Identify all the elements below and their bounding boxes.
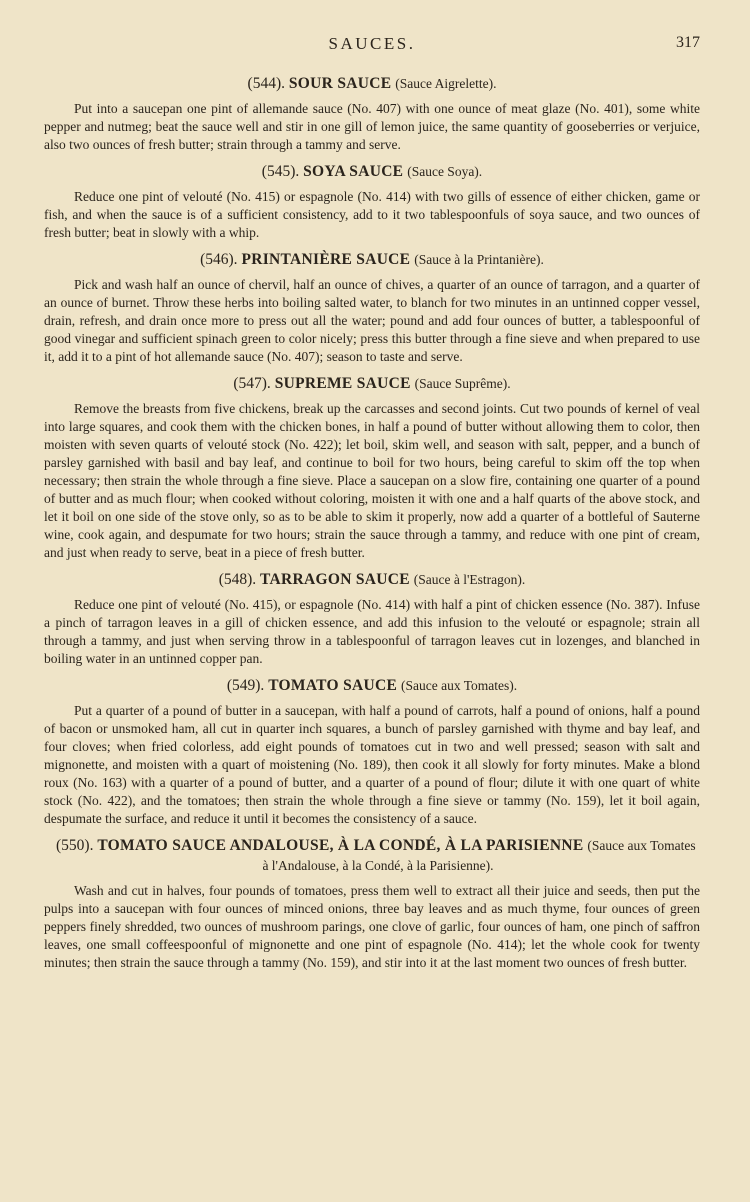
- recipe-heading-547: [44, 374, 700, 394]
- running-head: [44, 30, 700, 60]
- recipe-body-546: Pick and wash half an ounce of chervil, half an ounce of chives, a quarter of an ounce of tarragon, and a quarter of an ounce of burnet. Throw these herbs into boiling salted water, to blanch for two minutes in an untinned copper vessel, drain, refresh, and drain once more to press out all the water; pound and add four ounces of butter, a tablespoonful of good vinegar and sufficient spinach green to color nicely; press this butter through a fine sieve and when prepared to use it, add it to a pint of hot allemande sauce (No. 407); season to taste and serve.: [44, 277, 700, 364]
- recipe-heading-546: [44, 250, 700, 270]
- recipe-name: TOMATO SAUCE: [268, 677, 398, 694]
- recipe-body-547: Remove the breasts from five chickens, break up the carcasses and second joints. Cut two pounds of kernel of veal into large squares, and cook them with the chicken bones, in half a pound of butter without allowing them to color, then moisten with seven quarts of velouté stock (No. 422); let boil, skim well, and season with salt, pepper, and a bunch of parsley garnished with basil and bay leaf, and continue to boil for two hours, being careful to skim off the top when necessary; then strain the whole through a fine sieve. Place a saucepan on a slow fire, containing one quarter of a pound of butter and as much flour; when cooked without coloring, moisten it with one and a half quarts of the above stock, and let it boil on one side of the stove only, so as to be able to skim it properly, now add a quarter of a bottleful of Sauterne wine, cook again, and despumate for two hours; strain the sauce through a tammy, and reduce with one pint of cream, and just when ready to serve, beat in a piece of fresh butter.: [44, 401, 700, 560]
- recipe-subtitle: (Sauce Suprême).: [414, 376, 511, 391]
- recipe-body-548: Reduce one pint of velouté (No. 415), or espagnole (No. 414) with half a pint of chicken essence (No. 387). Infuse a pinch of tarragon leaves in a gill of chicken essence, and add this infusion to the velouté or espagnole; strain all through a tammy, and just when serving throw in a tablespoonful of tarragon leaves cut in lozenges, and blanched in boiling water in an untinned copper pan.: [44, 597, 700, 666]
- recipe-subtitle: (Sauce aux Tomates: [587, 838, 696, 853]
- recipe-subtitle: (Sauce Aigrelette).: [395, 76, 497, 91]
- recipe-heading-548: [44, 570, 700, 590]
- recipe-name: PRINTANIÈRE SAUCE: [241, 251, 411, 268]
- recipe-subtitle: (Sauce à la Printanière).: [414, 252, 544, 267]
- recipe-name: TARRAGON SAUCE: [260, 571, 410, 588]
- running-title: SAUCES.: [328, 34, 416, 53]
- recipe-subtitle: (Sauce Soya).: [407, 164, 483, 179]
- recipe-subtitle-continued: à l'Andalouse, à la Condé, à la Parisienne).: [262, 858, 494, 873]
- recipe-body-549: Put a quarter of a pound of butter in a saucepan, with half a pound of carrots, half a pound of onions, half a pound of bacon or unsmoked ham, all cut in quarter inch squares, a bunch of parsley garnished with thyme and bay leaf, and four cloves; when fried colorless, add eight pounds of tomatoes cut in two and well pressed; season with salt and mignonette, and moisten with a quart of moistening (No. 189), then cook it all slowly for forty minutes. Make a blond roux (No. 163) with a quarter of a pound of butter, and a quarter of a pound of flour; dilute it with one quart of white stock (No. 422), and the tomatoes; then strain the whole through a fine sieve or tammy (No. 159), let it boil again, despumate the surface, and reduce it until it becomes the consistency of a sauce.: [44, 703, 700, 826]
- recipe-name: SUPREME SAUCE: [274, 375, 411, 392]
- recipe-body-545: Reduce one pint of velouté (No. 415) or espagnole (No. 414) with two gills of essence of either chicken, game or fish, and when the sauce is of a sufficient consistency, add to it two tablespoonfuls of soya sauce, and two ounces of fresh butter; beat in slowly with a whip.: [44, 189, 700, 240]
- recipe-body-544: Put into a saucepan one pint of allemande sauce (No. 407) with one ounce of meat glaze (No. 401), some white pepper and nutmeg; beat the sauce well and stir in one gill of lemon juice, the same quantity of gooseberries or verjuice, also two ounces of fresh butter; strain through a tammy and serve.: [44, 101, 700, 152]
- recipe-subtitle: (Sauce à l'Estragon).: [413, 572, 526, 587]
- recipe-subtitle: (Sauce aux Tomates).: [400, 678, 518, 693]
- recipe-number: (545).: [261, 163, 300, 180]
- page-number: 317: [676, 34, 700, 51]
- recipe-number: (544).: [247, 75, 285, 92]
- recipe-name: SOYA SAUCE: [303, 163, 404, 180]
- recipe-number: (550).: [56, 837, 94, 854]
- recipe-name: SOUR SAUCE: [288, 75, 392, 92]
- recipe-heading-549: [44, 676, 700, 696]
- recipe-heading-544: [44, 74, 700, 94]
- recipe-number: (547).: [233, 375, 271, 392]
- recipe-number: (549).: [226, 677, 265, 694]
- recipe-name: TOMATO SAUCE ANDALOUSE, À LA CONDÉ, À LA PARISIENNE: [97, 837, 584, 854]
- recipe-heading-545: [44, 162, 700, 182]
- recipe-number: (548).: [218, 571, 257, 588]
- recipe-body-550: Wash and cut in halves, four pounds of tomatoes, press them well to extract all their juice and seeds, then put the pulps into a saucepan with four ounces of minced onions, three bay leaves and as much thyme, four ounces of green peppers finely shredded, two ounces of mushroom parings, one clove of garlic, four ounces of ham, one pinch of saffron leaves, one small coffeespoonful of mignonette and one pint of espagnole (No. 414); let the whole cook for twenty minutes; then strain the sauce through a tammy (No. 159), and stir into it at the last moment two ounces of fresh butter.: [44, 883, 700, 970]
- recipe-number: (546).: [200, 251, 238, 268]
- recipe-heading-550: [44, 836, 700, 876]
